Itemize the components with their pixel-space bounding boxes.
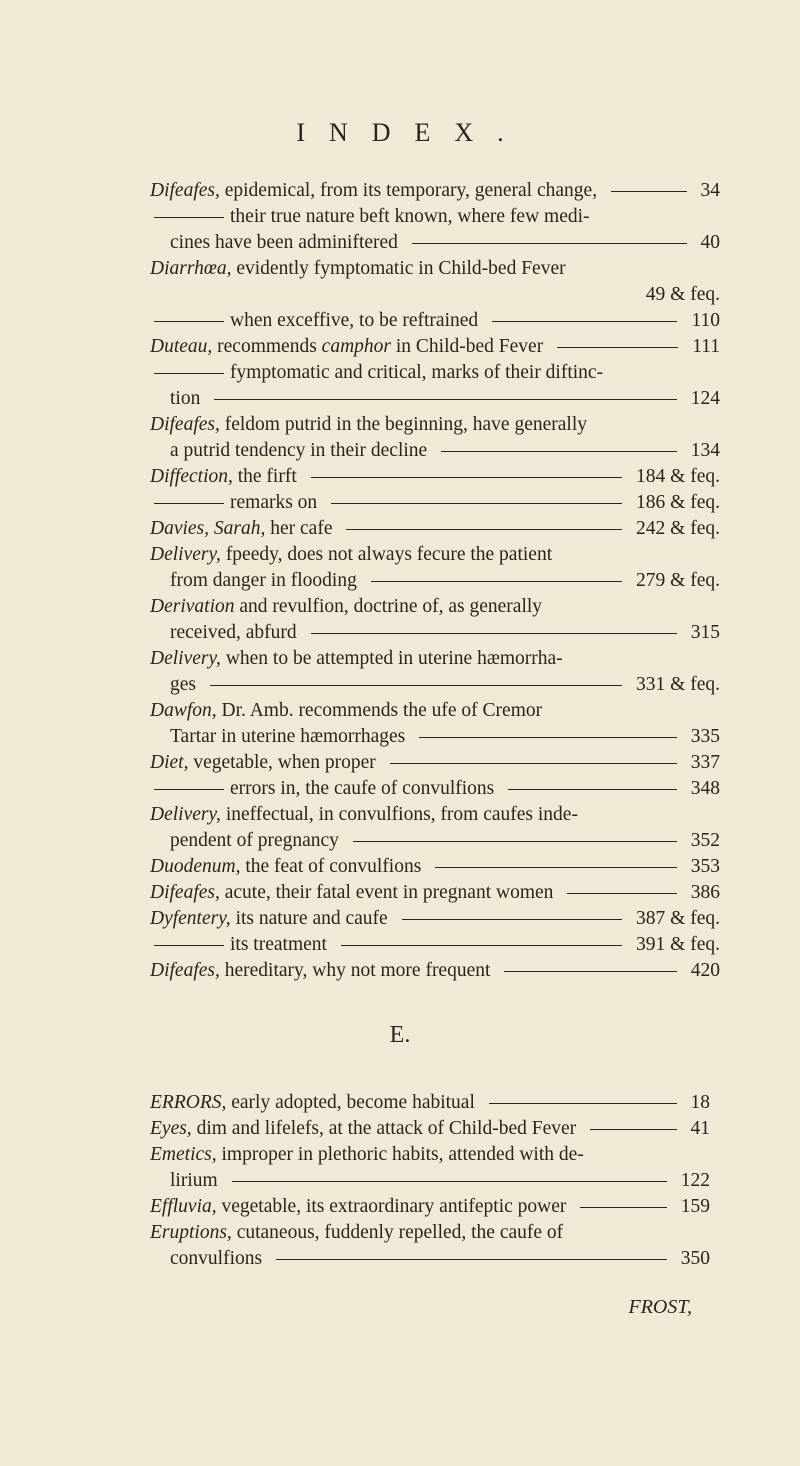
index-line bbox=[150, 672, 720, 698]
leader-rule bbox=[331, 503, 622, 504]
index-line bbox=[150, 1220, 710, 1246]
leader-rule bbox=[611, 191, 686, 192]
index-entry bbox=[150, 464, 720, 516]
page-reference: 18 bbox=[690, 1092, 710, 1113]
leader-rule bbox=[371, 581, 622, 582]
leader-rule bbox=[508, 789, 677, 790]
entry-text bbox=[150, 412, 587, 438]
entry-description: convulfions bbox=[170, 1248, 263, 1269]
leader-rule bbox=[311, 633, 677, 634]
entry-text bbox=[150, 646, 563, 672]
index-line bbox=[150, 646, 720, 672]
page-reference: 391 & feq. bbox=[636, 934, 720, 955]
entry-head-word: Duodenum, bbox=[150, 856, 241, 877]
entry-description: feldom putrid in the beginning, have generally bbox=[219, 414, 588, 435]
index-entry bbox=[150, 698, 720, 750]
index-line bbox=[150, 698, 720, 724]
entry-text bbox=[150, 750, 376, 776]
index-line bbox=[150, 906, 720, 932]
index-line bbox=[150, 464, 720, 490]
entry-text bbox=[150, 334, 543, 360]
page-reference: 387 & feq. bbox=[636, 908, 720, 929]
entry-head-word: Difeafes, bbox=[150, 960, 220, 981]
index-line bbox=[150, 386, 720, 412]
index-line bbox=[150, 230, 720, 256]
entry-head-word: Difeafes, bbox=[150, 180, 220, 201]
entry-text bbox=[170, 828, 339, 854]
index-line bbox=[150, 802, 720, 828]
entry-text bbox=[150, 464, 297, 490]
entry-text bbox=[150, 308, 478, 334]
entry-description: received, abfurd bbox=[170, 622, 297, 643]
page-reference: 335 bbox=[690, 726, 720, 747]
entry-text bbox=[150, 490, 317, 516]
entry-description: acute, their fatal event in pregnant women bbox=[219, 882, 554, 903]
index-entry bbox=[150, 646, 720, 698]
page-reference: 242 & feq. bbox=[636, 518, 720, 539]
index-entry bbox=[150, 906, 720, 958]
entry-description: hereditary, why not more frequent bbox=[219, 960, 491, 981]
entry-description: its treatment bbox=[230, 934, 327, 955]
index-entry bbox=[150, 1194, 710, 1220]
page-reference: 110 bbox=[691, 310, 720, 331]
entry-text bbox=[170, 724, 405, 750]
index-entry bbox=[150, 178, 720, 256]
entry-description: Dr. Amb. recommends the ufe of Cremor bbox=[216, 700, 543, 721]
entry-description: early adopted, become habitual bbox=[226, 1092, 475, 1113]
index-line bbox=[150, 854, 720, 880]
entry-text bbox=[170, 620, 297, 646]
entry-head-word: Dawfon, bbox=[150, 700, 217, 721]
entry-head-word: Eyes, bbox=[150, 1118, 192, 1139]
leader-rule bbox=[346, 529, 622, 530]
leader-rule bbox=[567, 893, 676, 894]
entry-text bbox=[150, 1142, 584, 1168]
section-letter: E. bbox=[389, 1022, 411, 1048]
page-reference: 186 & feq. bbox=[636, 492, 720, 513]
entry-head-word: Effluvia, bbox=[150, 1196, 217, 1217]
entry-description: when to be attempted in uterine hæmorrha- bbox=[220, 648, 563, 669]
leader-rule bbox=[489, 1103, 677, 1104]
leader-rule bbox=[214, 399, 676, 400]
index-line bbox=[150, 1142, 710, 1168]
index-line bbox=[150, 958, 720, 984]
entry-description: her cafe bbox=[265, 518, 333, 539]
entry-text bbox=[150, 178, 597, 204]
index-line bbox=[150, 568, 720, 594]
entry-text bbox=[150, 1116, 576, 1142]
entry-text bbox=[170, 386, 200, 412]
entry-head-word: Duteau, bbox=[150, 336, 213, 357]
index-line bbox=[150, 932, 720, 958]
index-line bbox=[150, 724, 720, 750]
ditto-dash bbox=[154, 217, 224, 218]
page-reference: 41 bbox=[690, 1118, 710, 1139]
entry-description: fpeedy, does not always fecure the patient bbox=[220, 544, 553, 565]
page-reference: 352 bbox=[690, 830, 720, 851]
entry-text bbox=[170, 672, 196, 698]
entry-description: errors in, the caufe of convulfions bbox=[230, 778, 495, 799]
entry-description: when exceffive, to be reftrained bbox=[230, 310, 479, 331]
index-line bbox=[150, 1090, 710, 1116]
entry-description: remarks on bbox=[230, 492, 318, 513]
leader-rule bbox=[341, 945, 622, 946]
index-line bbox=[150, 256, 720, 282]
leader-rule bbox=[412, 243, 687, 244]
entry-description: ineffectual, in convulfions, from caufes inde- bbox=[220, 804, 578, 825]
ditto-dash bbox=[154, 321, 224, 322]
entry-description: cines have been adminiftered bbox=[170, 232, 398, 253]
page-reference: 124 bbox=[690, 388, 720, 409]
index-line bbox=[150, 516, 720, 542]
entry-text bbox=[170, 568, 357, 594]
page-reference: 40 bbox=[700, 232, 720, 253]
leader-rule bbox=[590, 1129, 676, 1130]
ditto-dash bbox=[154, 945, 224, 946]
index-line bbox=[150, 880, 720, 906]
entry-description: epidemical, from its temporary, general change, bbox=[219, 180, 598, 201]
leader-rule bbox=[210, 685, 622, 686]
index-section-e bbox=[150, 1090, 710, 1272]
entry-text bbox=[150, 516, 332, 542]
entry-text bbox=[150, 1194, 566, 1220]
index-entry bbox=[150, 1090, 710, 1116]
entry-head-word: Difeafes, bbox=[150, 882, 220, 903]
leader-rule bbox=[402, 919, 622, 920]
index-entry bbox=[150, 516, 720, 542]
index-section-d bbox=[150, 178, 720, 984]
index-line bbox=[150, 438, 720, 464]
entry-description: tion bbox=[170, 388, 201, 409]
index-line bbox=[150, 282, 720, 308]
catchword: FROST, bbox=[628, 1296, 692, 1318]
entry-head-word: Derivation bbox=[150, 596, 235, 617]
entry-description: a putrid tendency in their decline bbox=[170, 440, 428, 461]
entry-text bbox=[150, 776, 494, 802]
index-entry bbox=[150, 1142, 710, 1194]
index-line bbox=[150, 828, 720, 854]
entry-text bbox=[150, 698, 542, 724]
page-reference: 184 & feq. bbox=[636, 466, 720, 487]
index-entry bbox=[150, 594, 720, 646]
page-reference: 279 & feq. bbox=[636, 570, 720, 591]
index-entry bbox=[150, 802, 720, 854]
entry-description: evidently fymptomatic in Child-bed Fever bbox=[231, 258, 566, 279]
index-entry bbox=[150, 1220, 710, 1272]
leader-rule bbox=[276, 1259, 667, 1260]
page-reference: 350 bbox=[680, 1248, 710, 1269]
page-reference: 331 & feq. bbox=[636, 674, 720, 695]
entry-head-word: Diarrhœa, bbox=[150, 258, 232, 279]
entry-head-word: Emetics, bbox=[150, 1144, 217, 1165]
index-line bbox=[150, 1116, 710, 1142]
entry-text bbox=[150, 932, 327, 958]
entry-text bbox=[150, 880, 553, 906]
page-reference: 49 & feq. bbox=[645, 284, 720, 305]
entry-text bbox=[150, 360, 603, 386]
index-entry bbox=[150, 854, 720, 880]
index-line bbox=[150, 412, 720, 438]
entry-head-word: Eruptions, bbox=[150, 1222, 232, 1243]
index-line bbox=[150, 178, 720, 204]
entry-head-word: Difeafes, bbox=[150, 414, 220, 435]
entry-text bbox=[150, 594, 542, 620]
entry-head-word: Delivery, bbox=[150, 544, 221, 565]
index-entry bbox=[150, 334, 720, 412]
index-line bbox=[150, 334, 720, 360]
entry-description: recommends bbox=[212, 336, 322, 357]
ditto-dash bbox=[154, 503, 224, 504]
leader-rule bbox=[441, 451, 677, 452]
entry-text bbox=[150, 1220, 563, 1246]
page-reference: 420 bbox=[690, 960, 720, 981]
entry-text bbox=[150, 958, 490, 984]
entry-description: vegetable, when proper bbox=[188, 752, 376, 773]
index-line bbox=[150, 1246, 710, 1272]
leader-rule bbox=[492, 321, 677, 322]
entry-text bbox=[150, 854, 421, 880]
page-reference: 337 bbox=[690, 752, 720, 773]
index-line bbox=[150, 1194, 710, 1220]
ditto-dash bbox=[154, 373, 224, 374]
index-line bbox=[150, 594, 720, 620]
entry-head-word: Diffection, bbox=[150, 466, 233, 487]
index-line bbox=[150, 360, 720, 386]
entry-description: in Child-bed Fever bbox=[391, 336, 544, 357]
ditto-dash bbox=[154, 789, 224, 790]
index-line bbox=[150, 204, 720, 230]
leader-rule bbox=[419, 737, 676, 738]
entry-description: Tartar in uterine hæmorrhages bbox=[170, 726, 406, 747]
page-header: INDEX. bbox=[296, 118, 528, 147]
entry-description: improper in plethoric habits, attended with de- bbox=[216, 1144, 584, 1165]
page-reference: 111 bbox=[692, 336, 720, 357]
entry-description: its nature and caufe bbox=[230, 908, 388, 929]
index-line bbox=[150, 776, 720, 802]
entry-description: their true nature beft known, where few medi- bbox=[230, 206, 590, 227]
entry-description: the feat of convulfions bbox=[240, 856, 422, 877]
index-entry bbox=[150, 880, 720, 906]
entry-description: lirium bbox=[170, 1170, 218, 1191]
entry-head-word: Delivery, bbox=[150, 804, 221, 825]
page-reference: 348 bbox=[690, 778, 720, 799]
entry-description: the firft bbox=[232, 466, 297, 487]
page-reference: 315 bbox=[690, 622, 720, 643]
leader-rule bbox=[311, 477, 622, 478]
index-entry bbox=[150, 542, 720, 594]
index-line bbox=[150, 490, 720, 516]
entry-text bbox=[150, 906, 388, 932]
leader-rule bbox=[390, 763, 677, 764]
entry-emphasis: camphor bbox=[321, 336, 391, 357]
index-line bbox=[150, 542, 720, 568]
index-entry bbox=[150, 958, 720, 984]
leader-rule bbox=[232, 1181, 667, 1182]
entry-description: pendent of pregnancy bbox=[170, 830, 339, 851]
entry-description: vegetable, its extraordinary antifeptic power bbox=[216, 1196, 567, 1217]
entry-text bbox=[150, 204, 590, 230]
entry-description: dim and lifelefs, at the attack of Child-bed Fever bbox=[191, 1118, 577, 1139]
entry-head-word: Davies, Sarah, bbox=[150, 518, 266, 539]
entry-text bbox=[150, 1090, 475, 1116]
index-line bbox=[150, 1168, 710, 1194]
leader-rule bbox=[353, 841, 677, 842]
page-reference: 353 bbox=[690, 856, 720, 877]
entry-text bbox=[170, 438, 427, 464]
entry-head-word: Delivery, bbox=[150, 648, 221, 669]
leader-rule bbox=[557, 347, 678, 348]
entry-text bbox=[150, 802, 578, 828]
index-line bbox=[150, 750, 720, 776]
entry-text bbox=[150, 256, 566, 282]
page-reference: 134 bbox=[690, 440, 720, 461]
entry-text bbox=[170, 230, 398, 256]
index-entry bbox=[150, 256, 720, 334]
entry-head-word: ERRORS, bbox=[150, 1092, 227, 1113]
page-reference: 159 bbox=[680, 1196, 710, 1217]
page-reference: 386 bbox=[690, 882, 720, 903]
index-line bbox=[150, 620, 720, 646]
index-entry bbox=[150, 1116, 710, 1142]
leader-rule bbox=[504, 971, 676, 972]
index-entry bbox=[150, 750, 720, 802]
entry-description: fymptomatic and critical, marks of their diftinc- bbox=[230, 362, 604, 383]
index-line bbox=[150, 308, 720, 334]
entry-text bbox=[150, 542, 552, 568]
page-reference: 122 bbox=[680, 1170, 710, 1191]
entry-description: and revulfion, doctrine of, as generally bbox=[234, 596, 543, 617]
entry-text bbox=[170, 1168, 218, 1194]
entry-head-word: Diet, bbox=[150, 752, 189, 773]
leader-rule bbox=[435, 867, 676, 868]
index-entry bbox=[150, 412, 720, 464]
entry-description: ges bbox=[170, 674, 196, 695]
leader-rule bbox=[580, 1207, 666, 1208]
entry-description: from danger in flooding bbox=[170, 570, 357, 591]
entry-head-word: Dyfentery, bbox=[150, 908, 231, 929]
page-reference: 34 bbox=[700, 180, 720, 201]
entry-description: cutaneous, fuddenly repelled, the caufe of bbox=[231, 1222, 564, 1243]
entry-text bbox=[170, 1246, 262, 1272]
